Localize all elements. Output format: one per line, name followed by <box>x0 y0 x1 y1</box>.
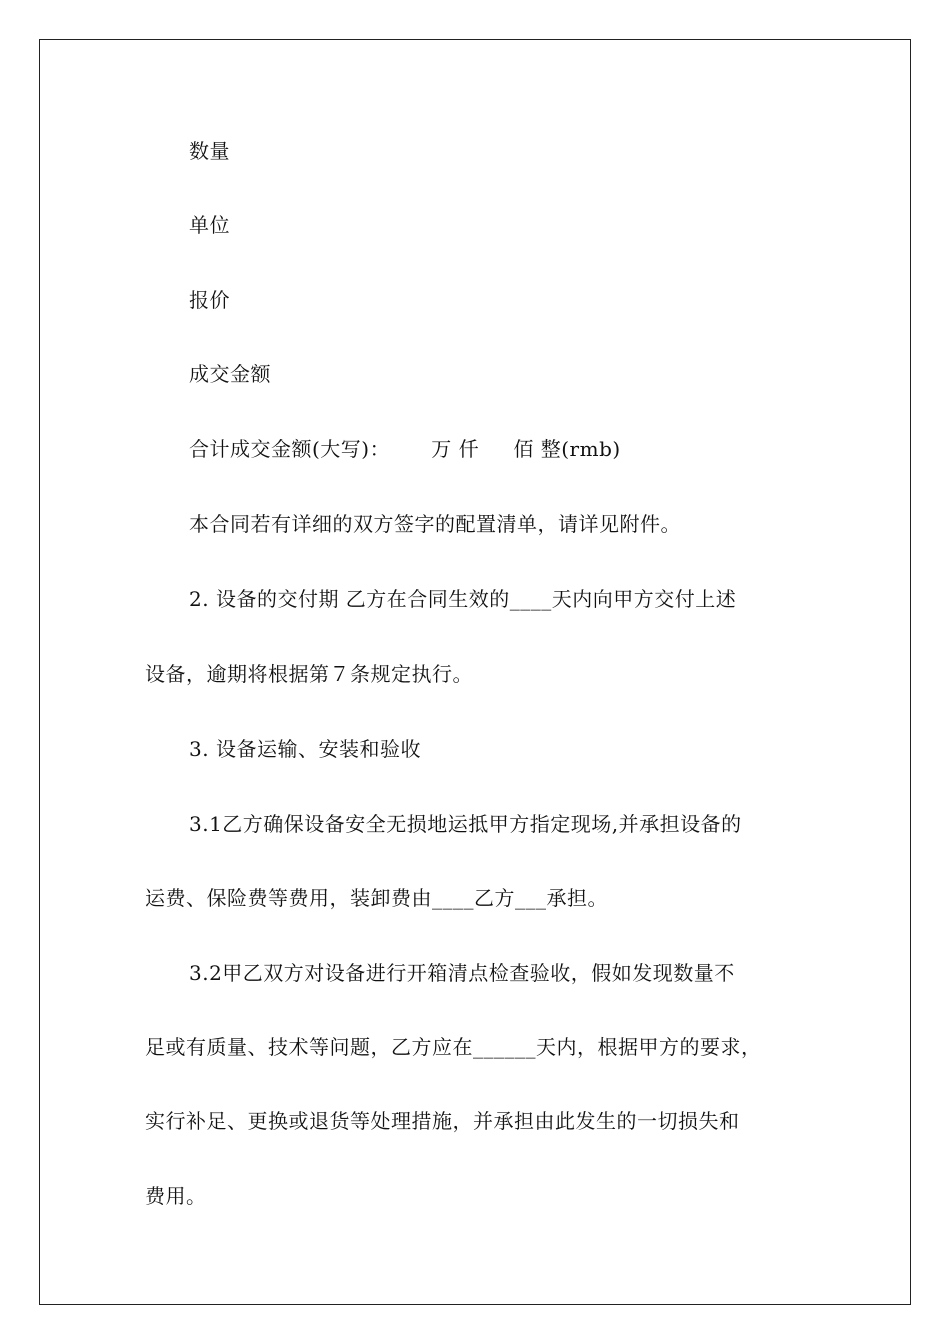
text-line-clause-3-1-continued: 运费、保险费等费用，装卸费由____乙方___承担。 <box>145 886 608 910</box>
text-line-unit: 单位 <box>189 213 230 237</box>
text-line-clause-3-1: 3.1乙方确保设备安全无损地运抵甲方指定现场,并承担设备的 <box>189 812 742 836</box>
text-line-delivery-continued: 设备，逾期将根据第７条规定执行。 <box>145 662 473 686</box>
text-line-clause-3-2-continued-2: 实行补足、更换或退货等处理措施，并承担由此发生的一切损失和 <box>145 1109 740 1133</box>
text-line-total-amount: 合计成交金额(大写)： 万 仟 佰 整(rmb) <box>189 437 621 461</box>
text-line-clause-3-2-continued-3: 费用。 <box>145 1184 207 1208</box>
text-line-deal-amount: 成交金额 <box>189 362 271 386</box>
text-line-delivery-clause: 2. 设备的交付期 乙方在合同生效的____天内向甲方交付上述 <box>189 587 737 611</box>
text-line-attachment-note: 本合同若有详细的双方签字的配置清单，请详见附件。 <box>189 512 681 536</box>
text-line-section-3-heading: 3. 设备运输、安装和验收 <box>189 737 421 761</box>
text-line-quote: 报价 <box>189 288 230 312</box>
text-line-clause-3-2: 3.2甲乙双方对设备进行开箱清点检查验收，假如发现数量不 <box>189 961 735 985</box>
text-line-clause-3-2-continued-1: 足或有质量、技术等问题，乙方应在______天内，根据甲方的要求， <box>145 1035 762 1059</box>
text-line-quantity: 数量 <box>189 139 230 163</box>
